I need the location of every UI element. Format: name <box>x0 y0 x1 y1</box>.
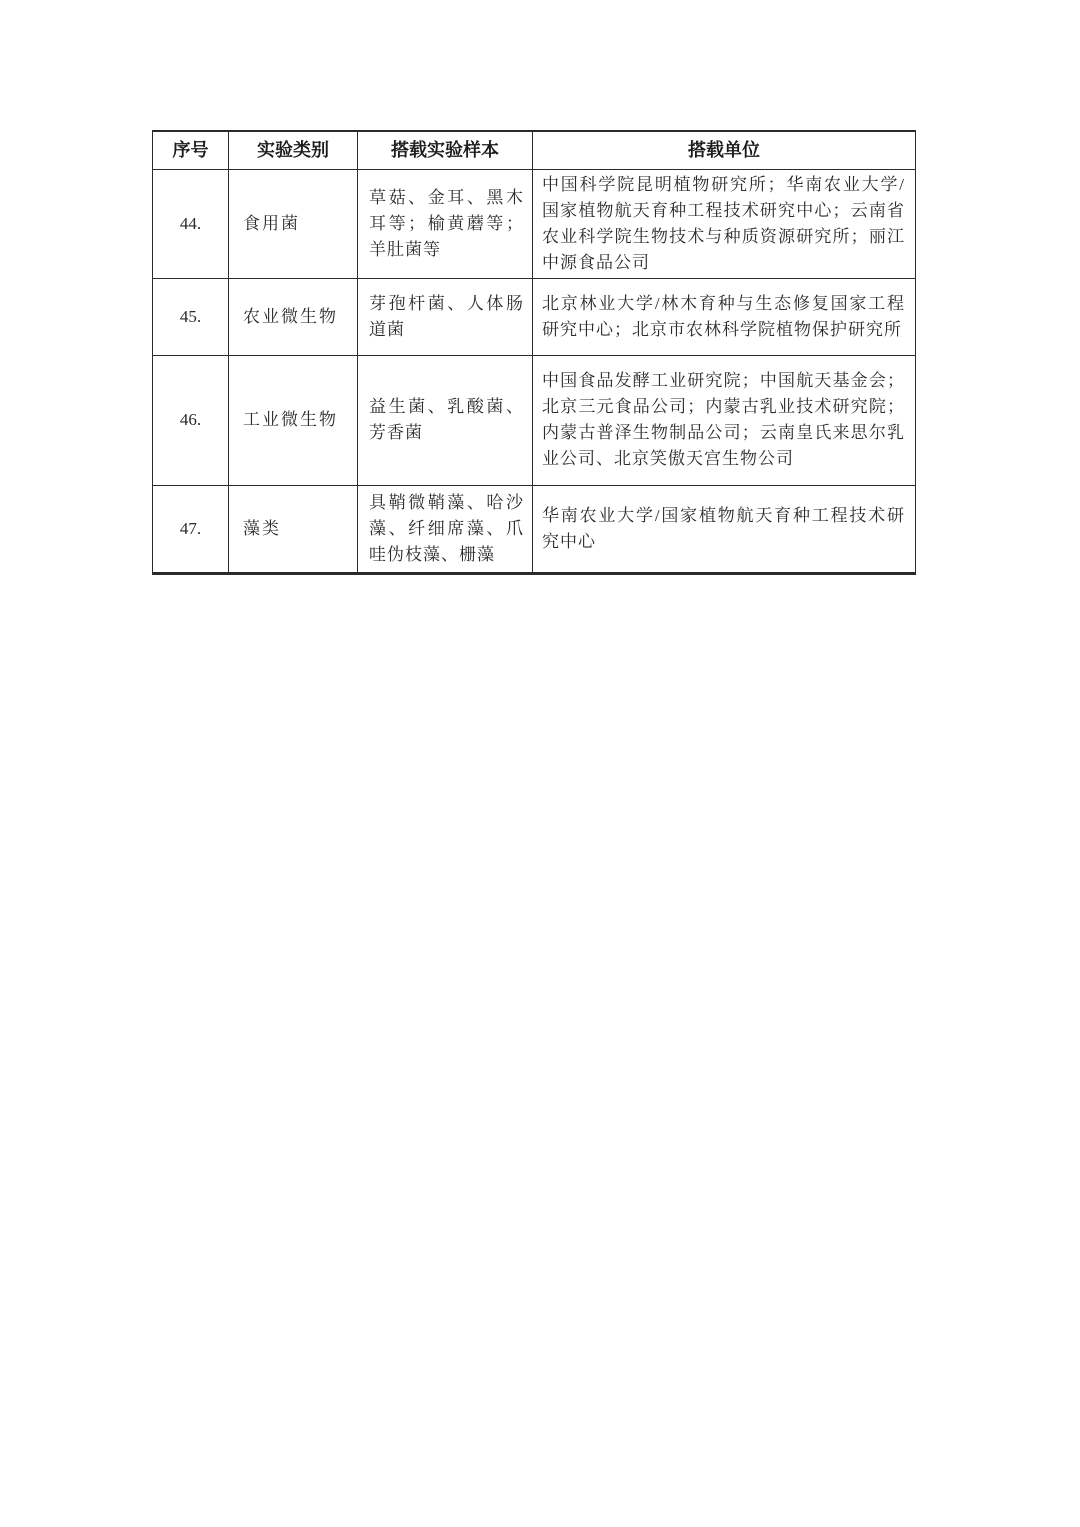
cell-category: 藻类 <box>229 485 358 573</box>
header-payload-samples: 搭载实验样本 <box>358 131 533 169</box>
table-row <box>153 485 916 573</box>
cell-units: 北京林业大学/林木育种与生态修复国家工程研究中心；北京市农林科学院植物保护研究所 <box>533 278 916 355</box>
cell-serial-number: 46. <box>153 355 229 485</box>
cell-units: 华南农业大学/国家植物航天育种工程技术研究中心 <box>533 485 916 573</box>
table-row <box>153 278 916 355</box>
header-payload-units: 搭载单位 <box>533 131 916 169</box>
payload-experiments-table <box>152 130 916 575</box>
cell-samples: 草菇、金耳、黑木耳等；榆黄蘑等；羊肚菌等 <box>358 169 533 278</box>
cell-serial-number: 47. <box>153 485 229 573</box>
table-header-row <box>153 131 916 169</box>
table-row <box>153 169 916 278</box>
cell-units: 中国科学院昆明植物研究所；华南农业大学/国家植物航天育种工程技术研究中心；云南省农业科学院生物技术与种质资源研究所；丽江中源食品公司 <box>533 169 916 278</box>
cell-samples: 具鞘微鞘藻、哈沙藻、纤细席藻、爪哇伪枝藻、栅藻 <box>358 485 533 573</box>
cell-samples: 益生菌、乳酸菌、芳香菌 <box>358 355 533 485</box>
cell-category: 食用菌 <box>229 169 358 278</box>
cell-serial-number: 44. <box>153 169 229 278</box>
cell-units: 中国食品发酵工业研究院；中国航天基金会；北京三元食品公司；内蒙古乳业技术研究院；内蒙古普泽生物制品公司；云南皇氏来思尔乳业公司、北京笑傲天宫生物公司 <box>533 355 916 485</box>
cell-samples: 芽孢杆菌、人体肠道菌 <box>358 278 533 355</box>
cell-serial-number: 45. <box>153 278 229 355</box>
cell-category: 工业微生物 <box>229 355 358 485</box>
header-experiment-category: 实验类别 <box>229 131 358 169</box>
cell-category: 农业微生物 <box>229 278 358 355</box>
table-row <box>153 355 916 485</box>
header-serial-number: 序号 <box>153 131 229 169</box>
